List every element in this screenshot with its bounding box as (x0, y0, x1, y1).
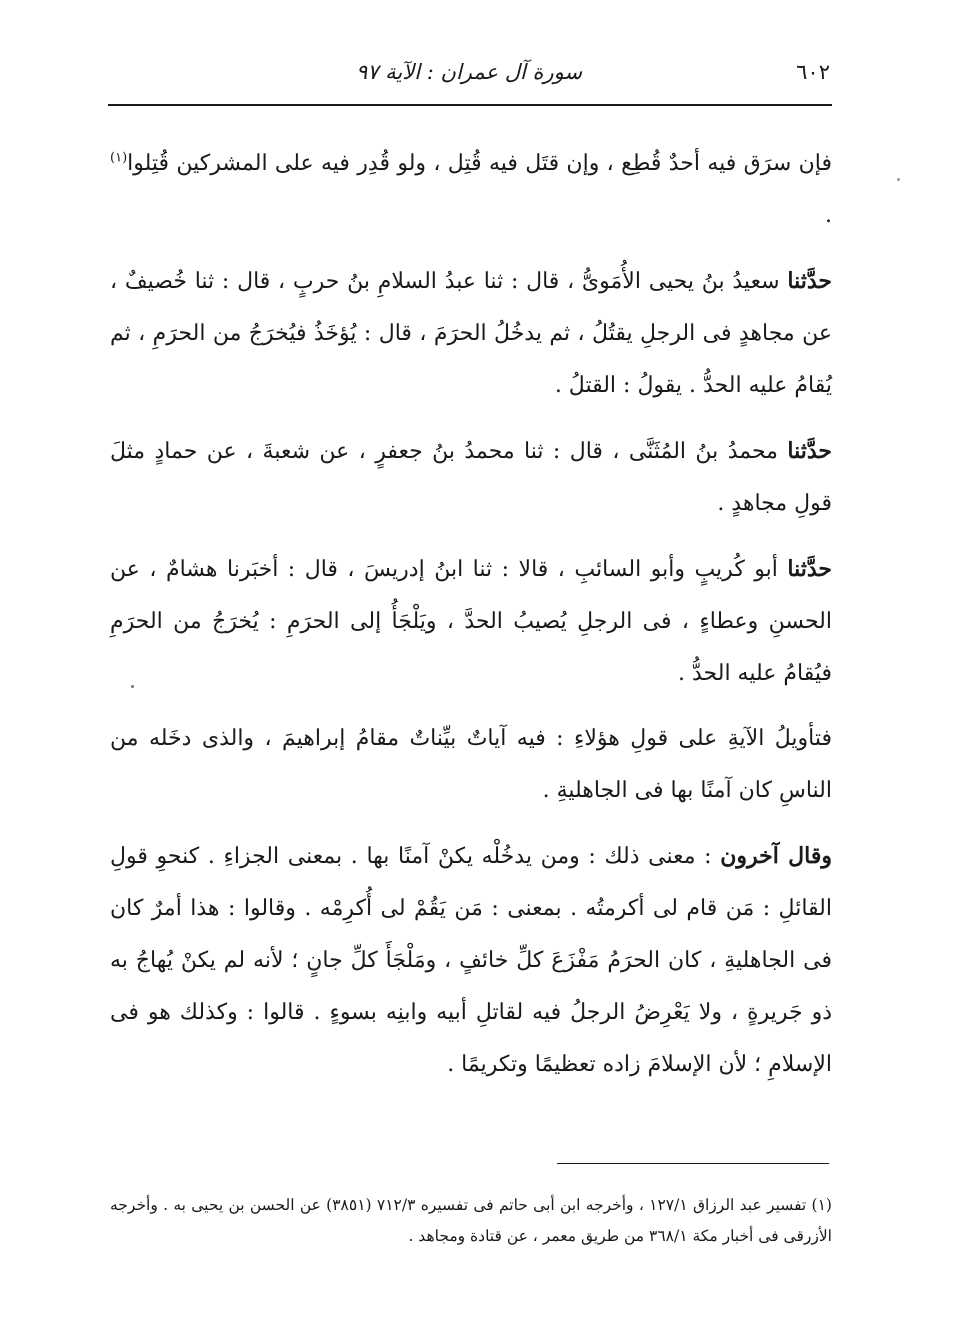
paragraph-text: فتأويلُ الآيةِ على قولِ هؤلاءِ : فيه آياتٌ بيِّناتٌ مقامُ إبراهيمَ ، والذى دخَله من الناسِ كان آمنًا بها فى الجاهليةِ . (110, 726, 832, 803)
footnote-reference: (١) (110, 150, 128, 166)
header-rule (108, 104, 832, 106)
footnote-separator (557, 1163, 829, 1164)
paragraph (110, 138, 832, 242)
page-header (108, 52, 830, 100)
paragraph (110, 543, 832, 700)
paragraph-text: سعيدُ بنُ يحيى الأُمَوىُّ ، قال : ثنا عبدُ السلامِ بنُ حربٍ ، قال : ثنا خُصيفٌ ، عن مجاهدٍ فى الرجلِ يقتُلُ ، ثم يدخُلُ الحرَمَ ، قال : يُؤخَذُ فيُخرَجُ من الحرَمِ ، ثم يُقامُ عليه الحدُّ . يقولُ : القتلُ . (110, 269, 832, 398)
page-number: ٦٠٢ (796, 60, 830, 84)
paragraph-lead: حدَّثنا (787, 268, 832, 294)
paragraph (110, 255, 832, 412)
paragraph-text: محمدُ بنُ المُثَنَّى ، قال : ثنا محمدُ بنُ جعفرٍ ، عن شعبةَ ، عن حمادٍ مثلَ قولِ مجاهدٍ . (110, 439, 832, 516)
footnote: (١) تفسير عبد الرزاق ١٢٧/١ ، وأخرجه ابن أبى حاتم فى تفسيره ٧١٢/٣ (٣٨٥١) عن الحسن بن يحيى به . وأخرجه الأزرقى فى أخبار مكة ٣٦٨/١ من طريق معمر ، عن قتادة ومجاهد . (110, 1196, 832, 1245)
footnotes (110, 1190, 832, 1252)
paragraph-lead: حدَّثنا (787, 556, 833, 582)
paragraph-text: فإن سرَق فيه أحدٌ قُطِع ، وإن قتَل فيه قُتِل ، ولو قُدِر فيه على المشركين قُتِلوا (127, 151, 832, 176)
paragraph (110, 713, 832, 817)
running-title: سورة آل عمران : الآية ٩٧ (355, 60, 583, 84)
scan-speck (131, 685, 134, 688)
scan-speck (897, 178, 900, 181)
paragraph (110, 830, 832, 1091)
paragraph-tail: . (825, 203, 832, 228)
paragraph-lead: وقال آخرون (720, 843, 832, 869)
paragraph-text: : معنى ذلك : ومن يدخُلْه يكنْ آمنًا بها . بمعنى الجزاءِ . كنحوِ قولِ القائلِ : مَن قام لى أكرمتُه . بمعنى : مَن يَقُمْ لى أُكرِمْه . وقالوا : هذا أمرٌ كان فى الجاهليةِ ، كان الحرَمُ مَفْزَعَ كلِّ خائفٍ ، ومَلْجَأَ كلِّ جانٍ ؛ لأنه لم يكنْ يُهاجُ به ذو جَريرةٍ ، ولا يَعْرِضُ الرجلُ فيه لقاتلِ أبيه وابنِه بسوءٍ . قالوا : وكذلك هو فى الإسلامِ ؛ لأن الإسلامَ زاده تعظيمًا وتكريمًا . (110, 844, 832, 1077)
main-text (110, 138, 832, 1104)
paragraph-text: أبو كُريبٍ وأبو السائبِ ، قالا : ثنا ابنُ إدريسَ ، قال : أخبَرنا هشامٌ ، عن الحسنِ وعطاءٍ ، فى الرجلِ يُصيبُ الحدَّ ، ويَلْجَأُ إلى الحرَمِ : يُخرَجُ من الحرَمِ فيُقامُ عليه الحدُّ . (110, 557, 832, 686)
paragraph (110, 425, 832, 530)
paragraph-lead: حدَّثنا (787, 438, 832, 464)
